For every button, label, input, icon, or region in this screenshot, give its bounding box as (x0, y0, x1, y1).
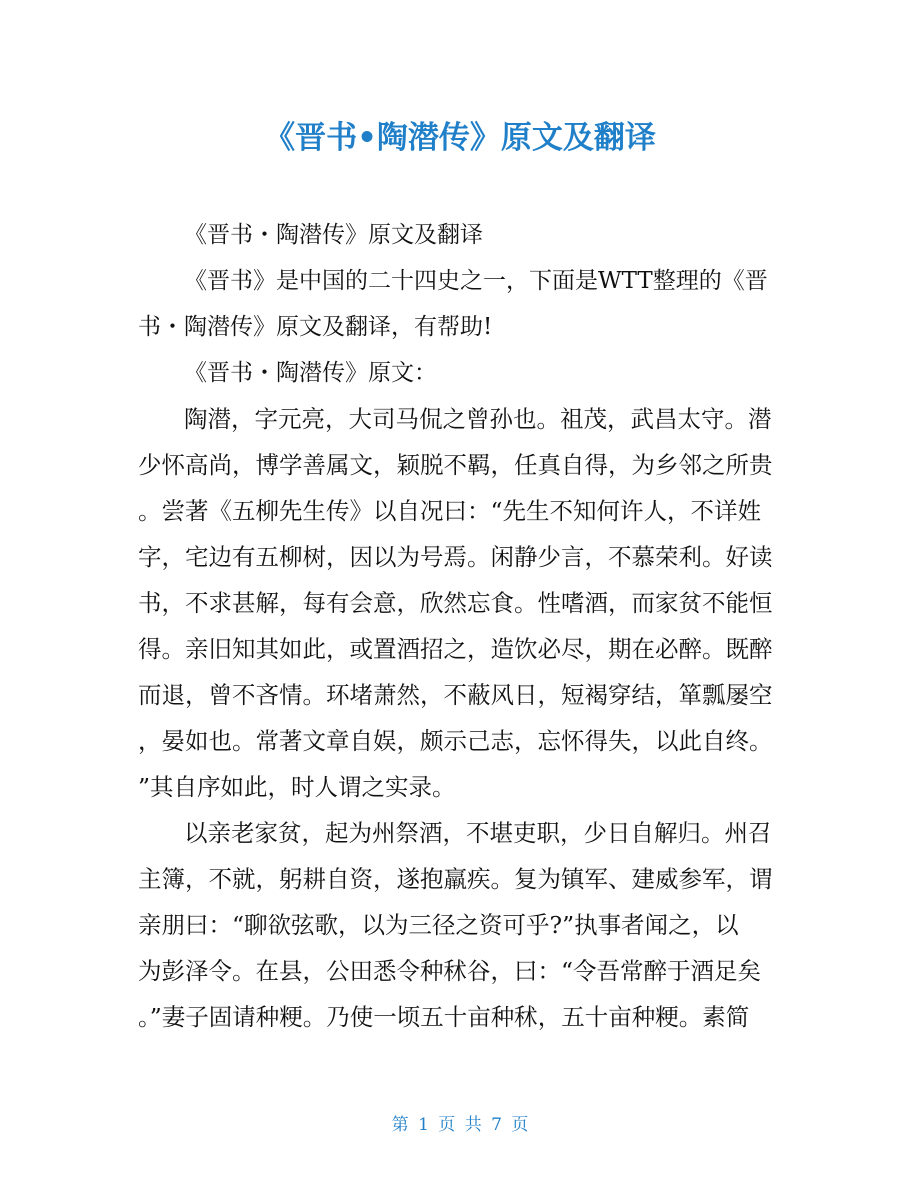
text-line: 。”妻子固请种粳。乃使一顷五十亩种秫，五十亩种粳。素简 (138, 1003, 750, 1031)
text-line: 《晋书・陶潜传》原文及翻译 (184, 222, 483, 248)
text-line: 主簿，不就，躬耕自资，遂抱羸疾。复为镇军、建威参军，谓 (138, 865, 773, 893)
text-line: 。尝著《五柳先生传》以自况曰：“先生不知何许人，不详姓 (138, 497, 762, 525)
page-number: 第 1 页 共 7 页 (391, 1115, 529, 1135)
paragraph-original-2 (138, 810, 784, 1040)
text-line: ，晏如也。常著文章自娱，颇示己志，忘怀得失，以此自终。 (138, 727, 773, 755)
text-line: 亲朋曰：“聊欲弦歌，以为三径之资可乎?”执事者闻之，以 (138, 911, 739, 939)
text-line: 而退，曾不吝情。环堵萧然，不蔽风日，短褐穿结，箪瓢屡空 (138, 681, 773, 709)
text-line: 得。亲旧知其如此，或置酒招之，造饮必尽，期在必醉。既醉 (138, 635, 773, 663)
text-line: 《晋书》是中国的二十四史之一，下面是WTT整理的《晋 (184, 268, 768, 294)
text-line: 书，不求甚解，每有会意，欣然忘食。性嗜酒，而家贫不能恒 (138, 589, 773, 617)
text-line: 陶潜，字元亮，大司马侃之曾孙也。祖茂，武昌太守。潜 (184, 405, 772, 433)
document-body (138, 212, 784, 1040)
text-line: 书・陶潜传》原文及翻译，有帮助! (138, 314, 493, 340)
text-line: ”其自序如此，时人谓之实录。 (138, 773, 456, 801)
paragraph-section-label (138, 350, 784, 396)
paragraph-heading (138, 212, 784, 258)
document-title: 《晋书•陶潜传》原文及翻译 (264, 120, 656, 156)
text-line: 以亲老家贫，起为州祭酒，不堪吏职，少日自解归。州召 (184, 819, 772, 847)
text-line: 《晋书・陶潜传》原文： (184, 360, 437, 386)
text-line: 字，宅边有五柳树，因以为号焉。闲静少言，不慕荣利。好读 (138, 543, 773, 571)
text-line: 少怀高尚，博学善属文，颖脱不羁，任真自得，为乡邻之所贵 (138, 451, 773, 479)
text-line: 为彭泽令。在县，公田悉令种秫谷，曰：“令吾常醉于酒足矣 (138, 957, 762, 985)
paragraph-original-1 (138, 396, 784, 810)
paragraph-intro (138, 258, 784, 350)
